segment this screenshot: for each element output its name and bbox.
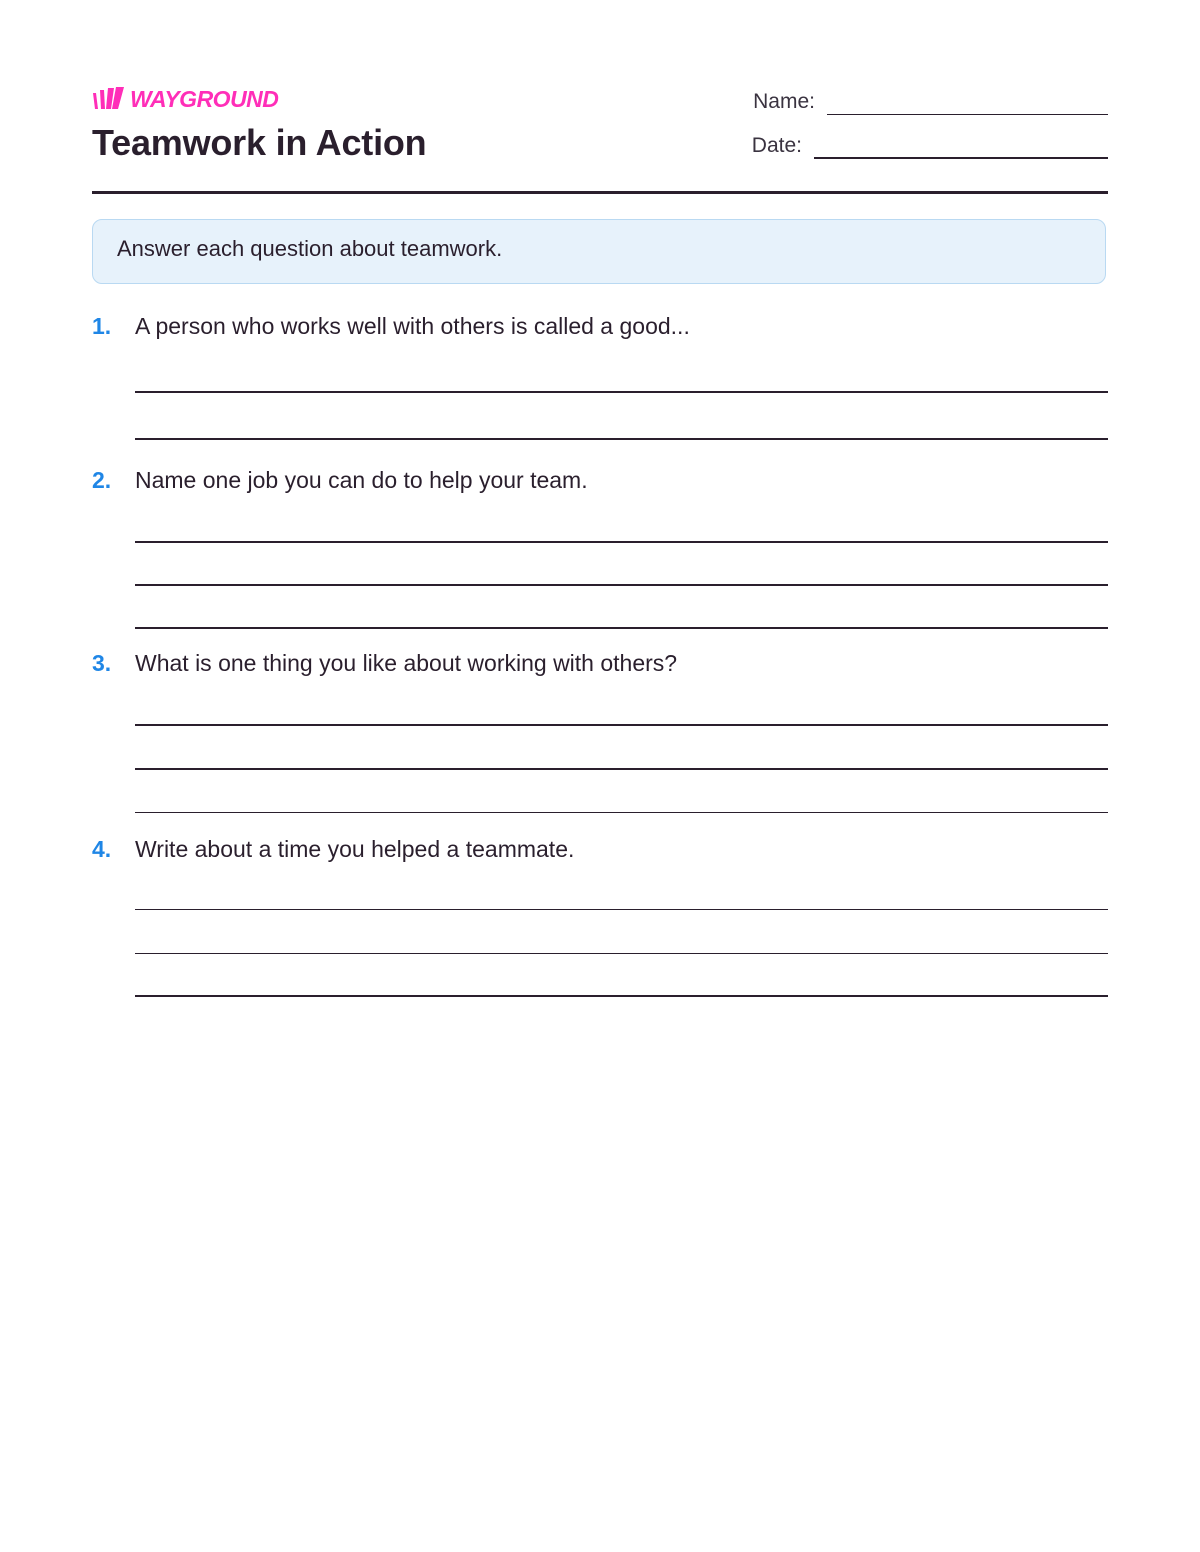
date-label: Date: (751, 134, 802, 157)
question-text: Write about a time you helped a teammate. (135, 836, 575, 862)
question-number: 3. (92, 650, 112, 676)
answer-line[interactable] (135, 541, 1108, 543)
brand-name: WAYGROUND (130, 85, 279, 112)
answer-line[interactable] (135, 627, 1108, 629)
name-label: Name: (753, 90, 815, 113)
answer-line[interactable] (135, 812, 1108, 813)
date-field[interactable] (752, 132, 1108, 160)
answer-line[interactable] (135, 953, 1108, 954)
worksheet-header (92, 84, 1108, 196)
name-write-line[interactable] (827, 114, 1108, 115)
question-number: 1. (92, 313, 112, 339)
answer-line[interactable] (135, 909, 1108, 910)
question-text: What is one thing you like about working with others? (135, 650, 678, 676)
answer-line[interactable] (135, 391, 1108, 393)
page-title: Teamwork in Action (92, 122, 427, 163)
answer-line[interactable] (135, 995, 1108, 997)
header-divider (92, 191, 1108, 194)
brand-logo (92, 86, 278, 112)
question-number: 2. (92, 467, 112, 493)
answer-line[interactable] (135, 438, 1108, 440)
answer-line[interactable] (135, 768, 1108, 770)
question-text: A person who works well with others is called a good... (135, 313, 690, 339)
worksheet-page (92, 0, 1108, 1552)
wayground-logo-icon (92, 87, 126, 111)
question-number: 4. (92, 836, 112, 862)
answer-line[interactable] (135, 724, 1108, 726)
question-text: Name one job you can do to help your team. (135, 467, 588, 493)
instructions-box: Answer each question about teamwork. (92, 219, 1106, 284)
name-field[interactable] (753, 88, 1108, 116)
date-write-line[interactable] (814, 157, 1108, 159)
answer-line[interactable] (135, 584, 1108, 586)
